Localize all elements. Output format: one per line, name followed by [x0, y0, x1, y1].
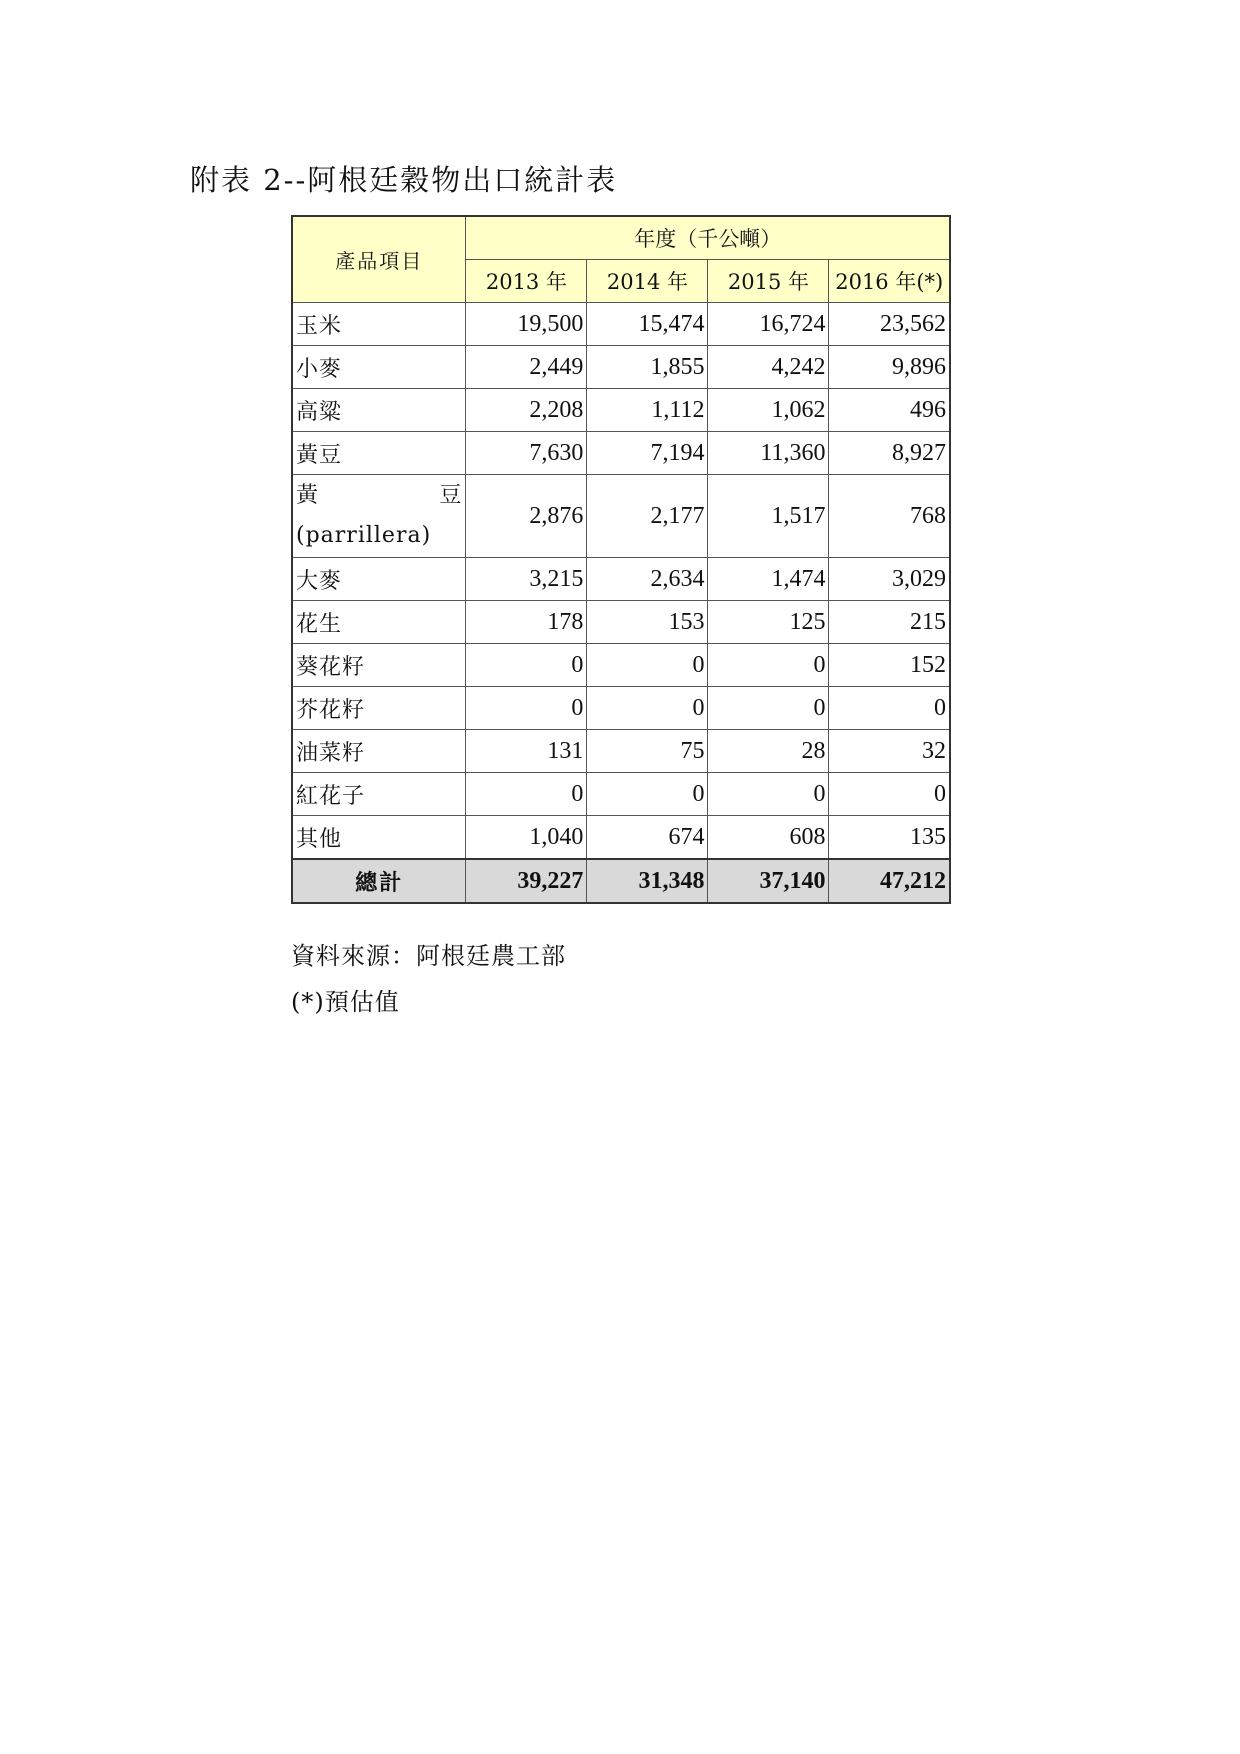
year-header: 2015 年: [708, 260, 829, 303]
value-cell: 3,029: [829, 558, 950, 601]
total-value-cell: 39,227: [466, 859, 587, 903]
value-cell: 2,634: [587, 558, 708, 601]
item-label: 其他: [292, 816, 466, 860]
value-cell: 0: [829, 773, 950, 816]
value-cell: 135: [829, 816, 950, 860]
value-cell: 125: [708, 601, 829, 644]
item-label: 黃豆: [292, 432, 466, 475]
value-cell: 0: [829, 687, 950, 730]
item-label: 紅花子: [292, 773, 466, 816]
value-cell: 1,040: [466, 816, 587, 860]
table-row: [292, 687, 950, 730]
value-cell: 0: [466, 644, 587, 687]
value-cell: 7,630: [466, 432, 587, 475]
value-cell: 4,242: [708, 346, 829, 389]
table-row: [292, 773, 950, 816]
value-cell: 0: [587, 687, 708, 730]
item-label: 花生: [292, 601, 466, 644]
value-cell: 152: [829, 644, 950, 687]
value-cell: 178: [466, 601, 587, 644]
item-column-header: 產品項目: [292, 216, 466, 303]
table-row: [292, 432, 950, 475]
value-cell: 768: [829, 475, 950, 558]
value-cell: 1,062: [708, 389, 829, 432]
table-row: [292, 558, 950, 601]
year-header: 2013 年: [466, 260, 587, 303]
item-label: 芥花籽: [292, 687, 466, 730]
item-label: 玉米: [292, 303, 466, 346]
value-cell: 9,896: [829, 346, 950, 389]
value-cell: 1,517: [708, 475, 829, 558]
value-cell: 7,194: [587, 432, 708, 475]
table-row: [292, 601, 950, 644]
value-cell: 674: [587, 816, 708, 860]
item-label-part: 豆: [439, 483, 463, 508]
total-label: 總計: [292, 859, 466, 903]
value-cell: 2,208: [466, 389, 587, 432]
item-label-part: (parrillera): [296, 523, 432, 548]
value-cell: 215: [829, 601, 950, 644]
value-cell: 0: [708, 687, 829, 730]
table-row: [292, 475, 950, 558]
value-cell: 28: [708, 730, 829, 773]
value-cell: 0: [466, 687, 587, 730]
item-label: 小麥: [292, 346, 466, 389]
table-notes: [291, 933, 566, 1025]
value-cell: 15,474: [587, 303, 708, 346]
item-label: 大麥: [292, 558, 466, 601]
value-cell: 0: [587, 644, 708, 687]
value-cell: 3,215: [466, 558, 587, 601]
table-row: [292, 346, 950, 389]
item-label-part: 黃: [296, 483, 320, 508]
value-cell: 1,855: [587, 346, 708, 389]
table-row: [292, 389, 950, 432]
value-cell: 0: [708, 773, 829, 816]
total-value-cell: 31,348: [587, 859, 708, 903]
value-cell: 0: [466, 773, 587, 816]
total-row: [292, 859, 950, 903]
item-label: 葵花籽: [292, 644, 466, 687]
value-cell: 1,474: [708, 558, 829, 601]
total-value-cell: 47,212: [829, 859, 950, 903]
table-row: [292, 816, 950, 860]
value-cell: 2,177: [587, 475, 708, 558]
table-row: [292, 730, 950, 773]
year-header: 2016 年(*): [829, 260, 950, 303]
value-cell: 2,876: [466, 475, 587, 558]
value-cell: 2,449: [466, 346, 587, 389]
year-header: 2014 年: [587, 260, 708, 303]
value-cell: 496: [829, 389, 950, 432]
page-title: 附表 2--阿根廷穀物出口統計表: [190, 163, 618, 197]
table-row: [292, 303, 950, 346]
value-cell: 8,927: [829, 432, 950, 475]
value-cell: 32: [829, 730, 950, 773]
estimate-note: (*)預估值: [291, 988, 400, 1016]
value-cell: 608: [708, 816, 829, 860]
source-note: 資料來源：阿根廷農工部: [291, 942, 566, 970]
table-row: [292, 644, 950, 687]
value-cell: 0: [587, 773, 708, 816]
item-label: 油菜籽: [292, 730, 466, 773]
value-cell: 75: [587, 730, 708, 773]
value-cell: 16,724: [708, 303, 829, 346]
total-value-cell: 37,140: [708, 859, 829, 903]
item-label: 高粱: [292, 389, 466, 432]
value-cell: 23,562: [829, 303, 950, 346]
grain-export-table: [291, 215, 951, 904]
value-cell: 11,360: [708, 432, 829, 475]
value-cell: 0: [708, 644, 829, 687]
item-label: [292, 475, 466, 558]
year-group-header: 年度（千公噸）: [466, 216, 950, 260]
value-cell: 131: [466, 730, 587, 773]
value-cell: 19,500: [466, 303, 587, 346]
value-cell: 1,112: [587, 389, 708, 432]
value-cell: 153: [587, 601, 708, 644]
